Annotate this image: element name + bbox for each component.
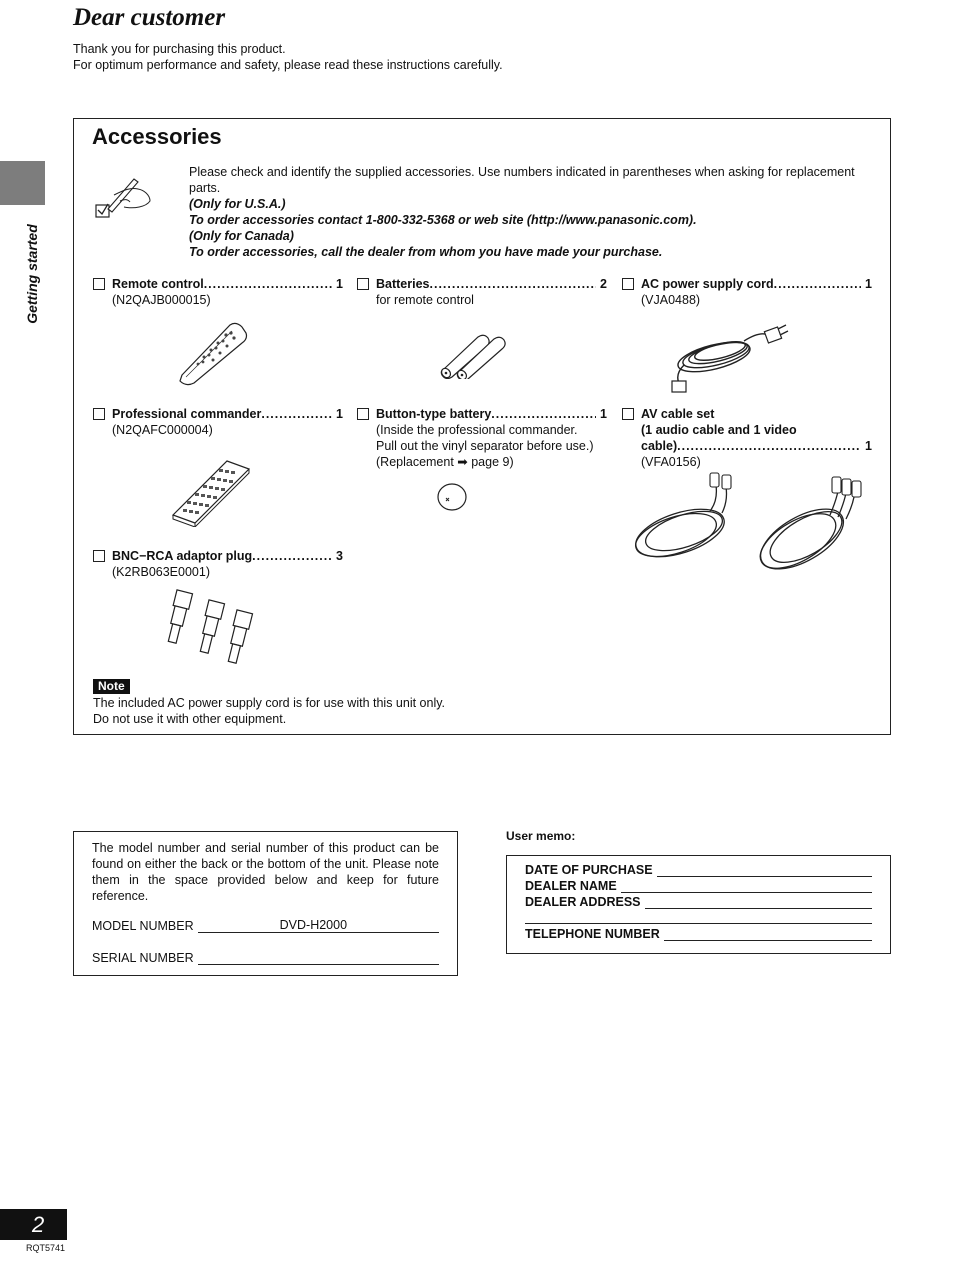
av-cable-set-icon [630,471,880,573]
batteries-icon [438,331,508,379]
user-memo-box [506,855,891,954]
document-code: RQT5741 [26,1243,66,1253]
button-battery-icon [435,481,469,511]
checkbox[interactable] [357,278,369,290]
checkbox[interactable] [93,550,105,562]
dealer-address-field[interactable]: DEALER ADDRESS [525,895,872,909]
serial-number-field[interactable]: SERIAL NUMBER [92,951,439,965]
dealer-address-line-2[interactable] [525,923,872,924]
checkbox[interactable] [357,408,369,420]
telephone-number-field[interactable]: TELEPHONE NUMBER [525,927,872,941]
section-label: Getting started [24,224,40,324]
model-serial-instructions: The model number and serial number of this product can be found on either the back or the bottom of the unit. Please note them in the space provided below and keep for future reference. [92,841,439,903]
page-title: Dear customer [73,4,226,31]
checklist-pen-icon [94,173,152,221]
intro-text: Thank you for purchasing this product. For optimum performance and safety, please read these instructions carefully. [73,42,503,72]
model-number-value: DVD-H2000 [279,918,348,932]
checkbox[interactable] [93,408,105,420]
checkbox[interactable] [622,408,634,420]
accessories-title: Accessories [92,124,222,149]
model-number-field[interactable]: MODEL NUMBER DVD-H2000 [92,919,439,933]
bnc-rca-adaptor-icon [158,589,254,669]
model-serial-box [73,831,458,976]
page-number: 2 [0,1209,67,1240]
remote-control-icon [174,319,250,389]
ac-power-cord-icon [664,319,794,395]
checkbox[interactable] [93,278,105,290]
section-tab-marker [0,161,45,205]
note-badge: Note [93,679,130,694]
date-of-purchase-field[interactable]: DATE OF PURCHASE [525,863,872,877]
user-memo-label: User memo: [506,829,576,843]
dealer-name-field[interactable]: DEALER NAME [525,879,872,893]
checkbox[interactable] [622,278,634,290]
accessories-instructions: Please check and identify the supplied accessories. Use numbers indicated in parentheses when asking for replacement parts. (Only for U.S.A.) To order accessories contact 1-800-332-5368 or web site (http://www.panasonic.com). (Only for Canada) To order accessories, call the dealer from whom you have made your purchase. [189,165,855,259]
note-text: The included AC power supply cord is for use with this unit only. Do not use it with other equipment. [93,696,446,726]
professional-commander-icon [169,457,251,527]
accessories-box: Accessories Please check and identify the supplied accessories. Use numbers indicated in parentheses when asking for replacement parts. (Only for U.S.A.) To order accessories contact 1-800-332-5368 or web site (http://www.panasonic.com). (Only for Canada) To order accessories, call the dealer from whom you have made your purchase. Remote control ..... 1 (N2QAJB000015) Batteries ..... 2 for remote control AC power supply cord ..... 1 (VJA0488) Professional commander ..... 1 (N2QAFC000004) Button-type battery ..... 1 (Inside the professional commander. Pull out the vinyl separator before use.) (Replacement ➡ page 9) AV cable set (1 audio cable and 1 video cable) ..... 1 (VFA0156) BNC−RCA adaptor plug ..... 3 (K2RB063E0001) Note The included AC power supply cord is for use with this unit only. Do not use it with other equipment. [73,118,891,735]
